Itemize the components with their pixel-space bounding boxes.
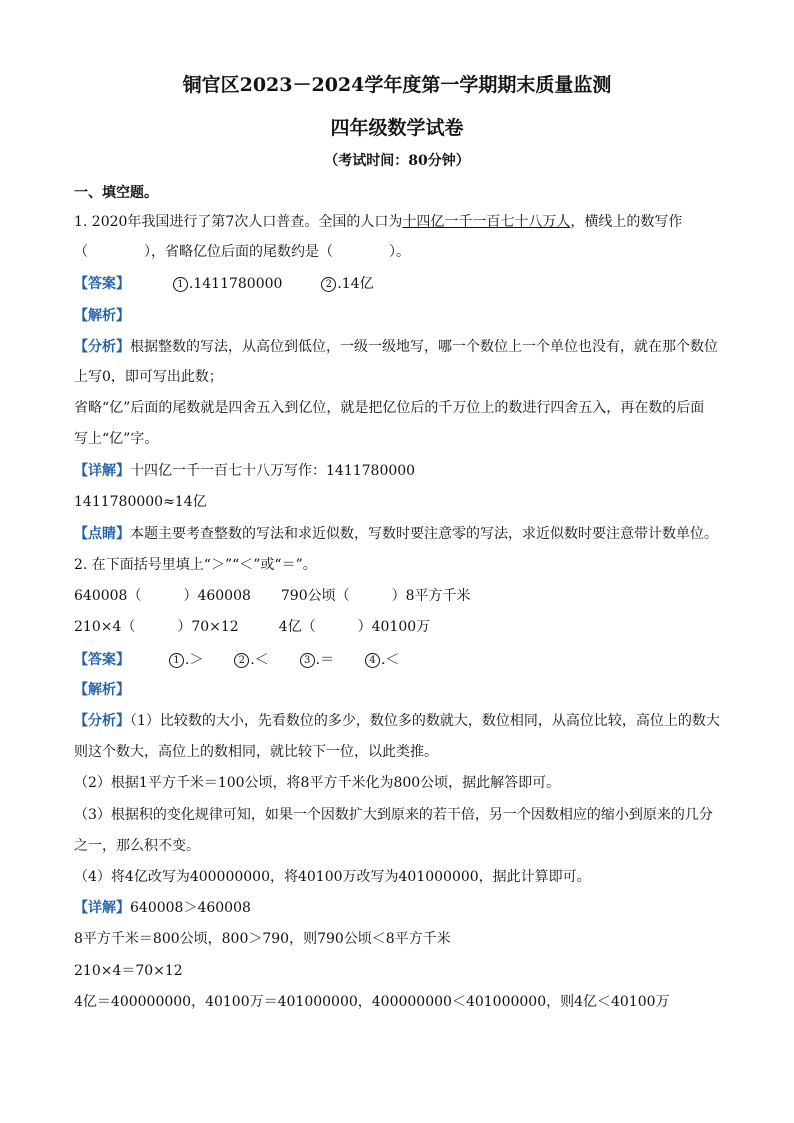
q1-detail-line1 bbox=[74, 461, 415, 481]
q2-detail-line1 bbox=[74, 898, 251, 918]
q1-fenxi-line4: 写上“亿”字。 bbox=[74, 431, 159, 447]
q1-detail-line2: 1411780000≈14亿 bbox=[74, 494, 207, 510]
q2-answer-value-1: .＞ bbox=[184, 652, 204, 668]
q2-fenxi-label: 【分析】 bbox=[74, 713, 130, 729]
q2-answer-value-3: .＝ bbox=[315, 652, 335, 668]
q1-fenxi-line2: 上写0，即可写出此数； bbox=[74, 369, 223, 385]
q1-answer-mark-1: 1 bbox=[173, 277, 188, 292]
q2-answer-mark-2: 2 bbox=[234, 653, 249, 668]
q2-jiexi-label: 【解析】 bbox=[74, 682, 130, 698]
q2-detail-line4: 4亿＝400000000，40100万＝401000000，400000000＜401000000，则4亿＜40100万 bbox=[74, 994, 670, 1010]
q1-text-line1 bbox=[74, 212, 682, 232]
q2-row2 bbox=[74, 617, 430, 637]
section-heading: 一、填空题。 bbox=[74, 185, 158, 201]
q2-answer-label: 【答案】 bbox=[74, 652, 130, 668]
q1-text-a: 1. 2020年我国进行了第7次人口普查。全国的人口为 bbox=[74, 214, 403, 230]
q2-fenxi-line4: （3）根据积的变化规律可知，如果一个因数扩大到原来的若干倍，另一个因数相应的缩小到原来的几分 bbox=[74, 807, 713, 823]
q2-answer-mark-1: 1 bbox=[169, 653, 184, 668]
exam-title: 铜官区2023－2024学年度第一学期期末质量监测 bbox=[182, 74, 612, 96]
q2-answer-value-4: .＜ bbox=[380, 652, 400, 668]
q2-row2-a: 210×4（ ）70×12 bbox=[74, 619, 239, 635]
q1-answer-line bbox=[74, 274, 374, 294]
q1-dianjing-line bbox=[74, 524, 718, 544]
q1-fenxi-text1: 根据整数的写法，从高位到低位，一级一级地写，哪一个数位上一个单位也没有，就在那个数位 bbox=[130, 339, 718, 355]
q2-answer-mark-4: 4 bbox=[365, 653, 380, 668]
q1-underlined-number: 十四亿一千一百七十八万人 bbox=[402, 214, 571, 230]
q1-detail-label: 【详解】 bbox=[74, 463, 130, 479]
q1-text-line2: （ ），省略亿位后面的尾数约是（ ）。 bbox=[74, 244, 410, 260]
q2-fenxi-line2: 则这个数大，高位上的数相同，就比较下一位，以此类推。 bbox=[74, 744, 438, 760]
q2-detail-text1: 640008＞460008 bbox=[130, 900, 251, 916]
q2-detail-line3: 210×4＝70×12 bbox=[74, 963, 183, 979]
q1-answer-value-2: .14亿 bbox=[337, 276, 374, 292]
q1-detail-text1: 十四亿一千一百七十八万写作：1411780000 bbox=[130, 463, 416, 479]
q2-fenxi-line1 bbox=[74, 711, 720, 731]
q1-fenxi-line1 bbox=[74, 337, 718, 357]
q2-row1-b: 790公顷（ ）8平方千米 bbox=[280, 588, 471, 604]
q1-fenxi-label: 【分析】 bbox=[74, 339, 130, 355]
q2-row1 bbox=[74, 586, 471, 606]
q1-answer-label: 【答案】 bbox=[74, 276, 130, 292]
q2-row1-a: 640008（ ）460008 bbox=[74, 588, 251, 604]
q1-answer-value-1: .1411780000 bbox=[188, 276, 283, 292]
q1-answer-mark-2: 2 bbox=[321, 277, 336, 292]
exam-time-note: （考试时间：80分钟） bbox=[324, 153, 470, 169]
q2-row2-b: 4亿（ ）40100万 bbox=[278, 619, 431, 635]
q2-answer-value-2: .＜ bbox=[250, 652, 269, 668]
q2-answer-line bbox=[74, 650, 399, 670]
q2-answer-mark-3: 3 bbox=[300, 653, 315, 668]
q1-dianjing-label: 【点睛】 bbox=[74, 526, 130, 542]
q2-detail-label: 【详解】 bbox=[74, 900, 130, 916]
q1-text-b: ，横线上的数写作 bbox=[570, 214, 683, 230]
q2-fenxi-line5: 之一，那么积不变。 bbox=[74, 838, 200, 854]
q1-jiexi-label: 【解析】 bbox=[74, 308, 130, 324]
exam-subtitle: 四年级数学试卷 bbox=[330, 117, 464, 139]
q1-fenxi-line3: 省略“亿”后面的尾数就是四舍五入到亿位，就是把亿位后的千万位上的数进行四舍五入，再在数的后面 bbox=[74, 400, 705, 416]
q1-dianjing-text: 本题主要考查整数的写法和求近似数，写数时要注意零的写法，求近似数时要注意带计数单位。 bbox=[130, 526, 718, 542]
q2-text: 2. 在下面括号里填上“＞”“＜”或“＝”。 bbox=[74, 557, 317, 573]
q2-fenxi-line6: （4）将4亿改写为400000000，将40100万改写为401000000，据此计算即可。 bbox=[74, 869, 591, 885]
q2-fenxi-line3: （2）根据1平方千米＝100公顷，将8平方千米化为800公顷，据此解答即可。 bbox=[74, 775, 561, 791]
q2-detail-line2: 8平方千米＝800公顷，800＞790，则790公顷＜8平方千米 bbox=[74, 931, 451, 947]
q2-fenxi-text1: （1）比较数的大小，先看数位的多少，数位多的数就大，数位相同，从高位比较，高位上的数大 bbox=[130, 713, 720, 729]
